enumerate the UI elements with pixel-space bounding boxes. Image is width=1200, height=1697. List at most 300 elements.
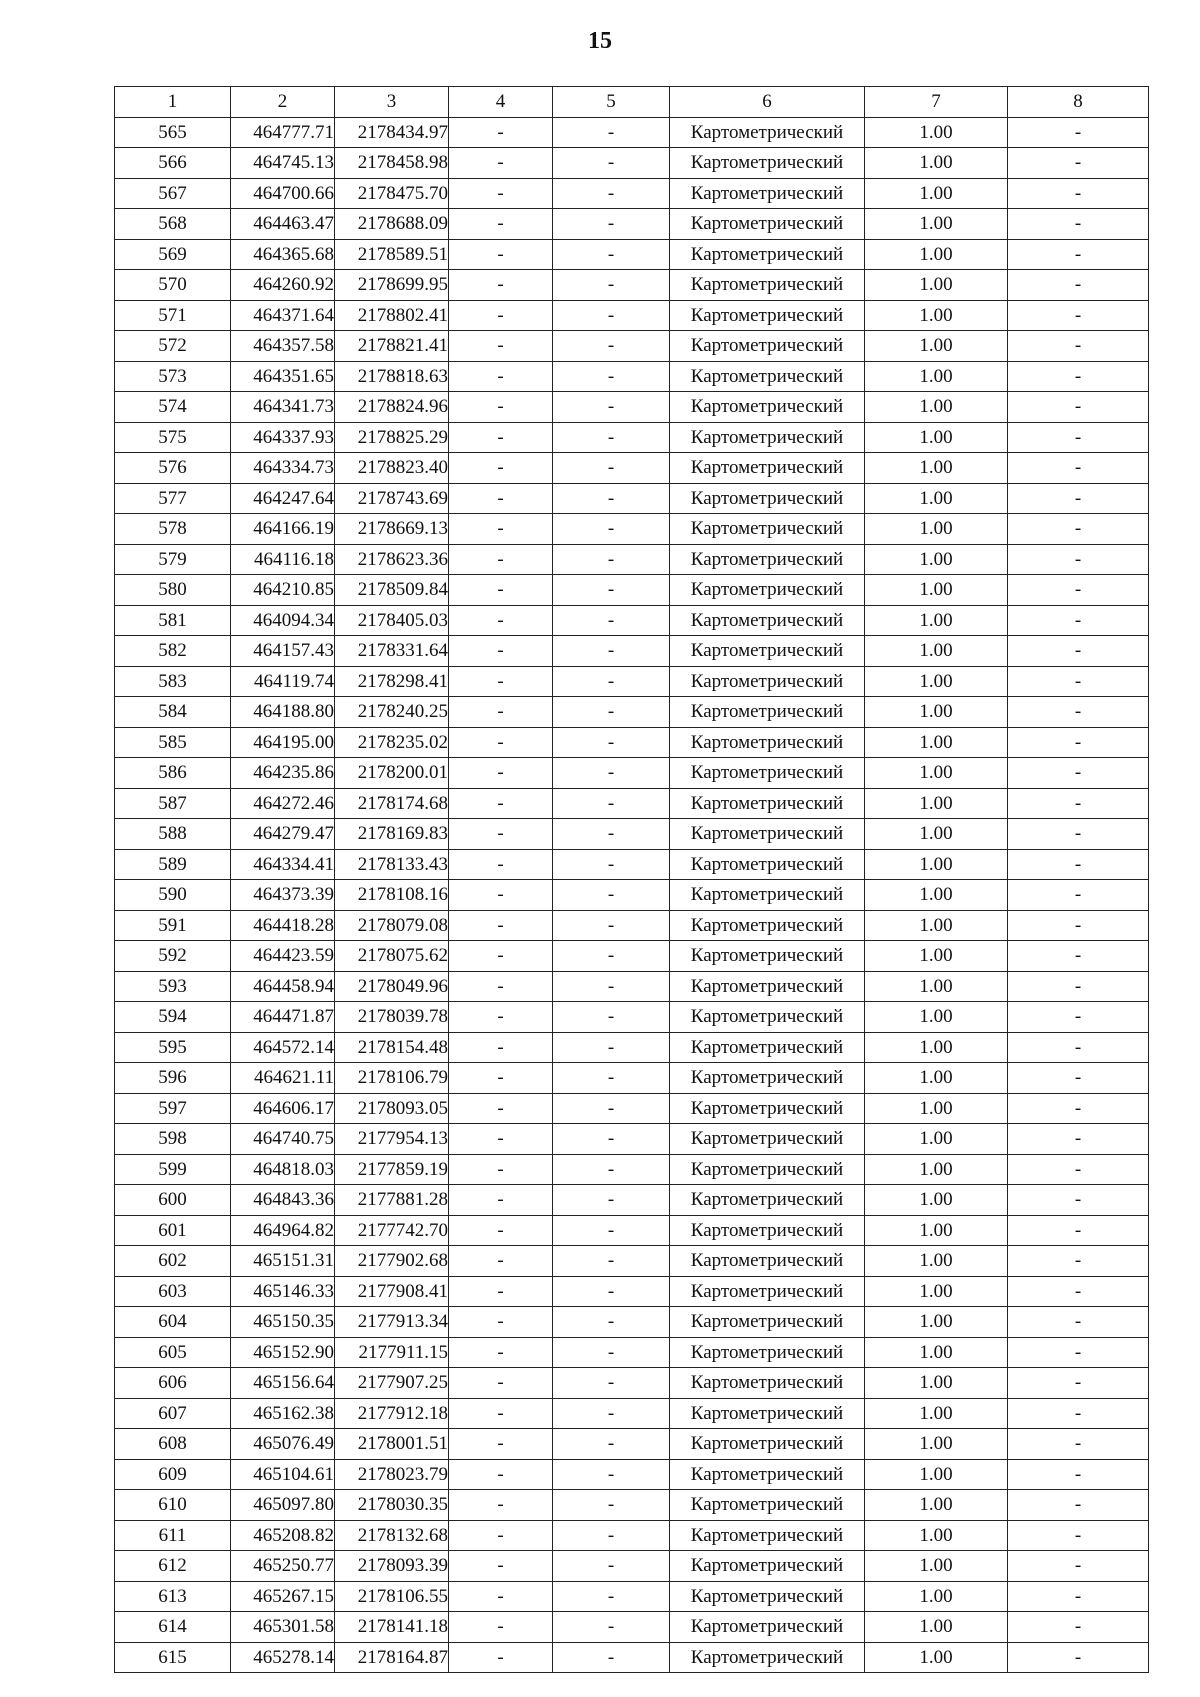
method-cell: Картометрический [670, 148, 865, 179]
col5-cell: - [553, 117, 670, 148]
point-number-cell: 583 [115, 666, 231, 697]
accuracy-cell: 1.00 [865, 727, 1008, 758]
table-row [115, 971, 1149, 1002]
col4-cell: - [449, 392, 553, 423]
y-coordinate-cell: 2177908.41 [335, 1276, 449, 1307]
col8-cell: - [1008, 178, 1149, 209]
y-coordinate-cell: 2178093.05 [335, 1093, 449, 1124]
method-cell: Картометрический [670, 300, 865, 331]
col4-cell: - [449, 697, 553, 728]
y-coordinate-cell: 2178818.63 [335, 361, 449, 392]
col5-cell: - [553, 1642, 670, 1673]
y-coordinate-cell: 2177881.28 [335, 1185, 449, 1216]
col8-cell: - [1008, 1398, 1149, 1429]
table-row [115, 1063, 1149, 1094]
col4-cell: - [449, 514, 553, 545]
x-coordinate-cell: 464463.47 [231, 209, 335, 240]
y-coordinate-cell: 2178821.41 [335, 331, 449, 362]
col4-cell: - [449, 1124, 553, 1155]
point-number-cell: 602 [115, 1246, 231, 1277]
method-cell: Картометрический [670, 1459, 865, 1490]
method-cell: Картометрический [670, 1093, 865, 1124]
y-coordinate-cell: 2178623.36 [335, 544, 449, 575]
x-coordinate-cell: 464094.34 [231, 605, 335, 636]
col8-cell: - [1008, 636, 1149, 667]
col8-cell: - [1008, 1246, 1149, 1277]
accuracy-cell: 1.00 [865, 270, 1008, 301]
col4-cell: - [449, 1520, 553, 1551]
col5-cell: - [553, 1154, 670, 1185]
y-coordinate-cell: 2178106.55 [335, 1581, 449, 1612]
col5-cell: - [553, 331, 670, 362]
x-coordinate-cell: 464471.87 [231, 1002, 335, 1033]
point-number-cell: 605 [115, 1337, 231, 1368]
method-cell: Картометрический [670, 422, 865, 453]
method-cell: Картометрический [670, 361, 865, 392]
table-row [115, 209, 1149, 240]
method-cell: Картометрический [670, 178, 865, 209]
y-coordinate-cell: 2178169.83 [335, 819, 449, 850]
col8-cell: - [1008, 1185, 1149, 1216]
col4-cell: - [449, 605, 553, 636]
x-coordinate-cell: 464572.14 [231, 1032, 335, 1063]
accuracy-cell: 1.00 [865, 514, 1008, 545]
point-number-cell: 568 [115, 209, 231, 240]
col5-cell: - [553, 1063, 670, 1094]
point-number-cell: 582 [115, 636, 231, 667]
point-number-cell: 595 [115, 1032, 231, 1063]
point-number-cell: 573 [115, 361, 231, 392]
col5-cell: - [553, 1612, 670, 1643]
col5-cell: - [553, 941, 670, 972]
accuracy-cell: 1.00 [865, 1642, 1008, 1673]
table-row [115, 331, 1149, 362]
accuracy-cell: 1.00 [865, 1337, 1008, 1368]
table-row [115, 1032, 1149, 1063]
point-number-cell: 579 [115, 544, 231, 575]
y-coordinate-cell: 2178132.68 [335, 1520, 449, 1551]
accuracy-cell: 1.00 [865, 1124, 1008, 1155]
col4-cell: - [449, 1276, 553, 1307]
accuracy-cell: 1.00 [865, 453, 1008, 484]
col8-cell: - [1008, 1642, 1149, 1673]
x-coordinate-cell: 464210.85 [231, 575, 335, 606]
coordinates-table [114, 86, 1149, 1673]
method-cell: Картометрический [670, 1032, 865, 1063]
y-coordinate-cell: 2178802.41 [335, 300, 449, 331]
col5-cell: - [553, 1429, 670, 1460]
accuracy-cell: 1.00 [865, 483, 1008, 514]
table-row [115, 422, 1149, 453]
col4-cell: - [449, 361, 553, 392]
method-cell: Картометрический [670, 1154, 865, 1185]
x-coordinate-cell: 464195.00 [231, 727, 335, 758]
y-coordinate-cell: 2178699.95 [335, 270, 449, 301]
method-cell: Картометрический [670, 514, 865, 545]
point-number-cell: 596 [115, 1063, 231, 1094]
method-cell: Картометрический [670, 1215, 865, 1246]
accuracy-cell: 1.00 [865, 1032, 1008, 1063]
table-body [115, 117, 1149, 1673]
point-number-cell: 581 [115, 605, 231, 636]
col8-cell: - [1008, 1154, 1149, 1185]
col4-cell: - [449, 727, 553, 758]
x-coordinate-cell: 464418.28 [231, 910, 335, 941]
col8-cell: - [1008, 1215, 1149, 1246]
col8-cell: - [1008, 117, 1149, 148]
x-coordinate-cell: 464166.19 [231, 514, 335, 545]
point-number-cell: 609 [115, 1459, 231, 1490]
y-coordinate-cell: 2178825.29 [335, 422, 449, 453]
method-cell: Картометрический [670, 666, 865, 697]
method-cell: Картометрический [670, 605, 865, 636]
accuracy-cell: 1.00 [865, 1063, 1008, 1094]
point-number-cell: 572 [115, 331, 231, 362]
y-coordinate-cell: 2178164.87 [335, 1642, 449, 1673]
col5-cell: - [553, 575, 670, 606]
point-number-cell: 598 [115, 1124, 231, 1155]
y-coordinate-cell: 2178298.41 [335, 666, 449, 697]
col8-cell: - [1008, 361, 1149, 392]
col8-cell: - [1008, 758, 1149, 789]
method-cell: Картометрический [670, 819, 865, 850]
y-coordinate-cell: 2178509.84 [335, 575, 449, 606]
table-row [115, 361, 1149, 392]
col5-cell: - [553, 605, 670, 636]
y-coordinate-cell: 2178001.51 [335, 1429, 449, 1460]
table-row [115, 239, 1149, 270]
col5-cell: - [553, 727, 670, 758]
y-coordinate-cell: 2178331.64 [335, 636, 449, 667]
col5-cell: - [553, 758, 670, 789]
col5-cell: - [553, 1002, 670, 1033]
method-cell: Картометрический [670, 1124, 865, 1155]
accuracy-cell: 1.00 [865, 1581, 1008, 1612]
table-row [115, 453, 1149, 484]
accuracy-cell: 1.00 [865, 117, 1008, 148]
col4-cell: - [449, 1093, 553, 1124]
col4-cell: - [449, 178, 553, 209]
x-coordinate-cell: 464188.80 [231, 697, 335, 728]
accuracy-cell: 1.00 [865, 819, 1008, 850]
x-coordinate-cell: 465278.14 [231, 1642, 335, 1673]
y-coordinate-cell: 2177902.68 [335, 1246, 449, 1277]
y-coordinate-cell: 2178039.78 [335, 1002, 449, 1033]
y-coordinate-cell: 2178688.09 [335, 209, 449, 240]
x-coordinate-cell: 464745.13 [231, 148, 335, 179]
table-row [115, 1642, 1149, 1673]
col4-cell: - [449, 575, 553, 606]
x-coordinate-cell: 464843.36 [231, 1185, 335, 1216]
y-coordinate-cell: 2178093.39 [335, 1551, 449, 1582]
col5-cell: - [553, 1398, 670, 1429]
x-coordinate-cell: 465152.90 [231, 1337, 335, 1368]
x-coordinate-cell: 464700.66 [231, 178, 335, 209]
y-coordinate-cell: 2178049.96 [335, 971, 449, 1002]
col5-cell: - [553, 483, 670, 514]
accuracy-cell: 1.00 [865, 941, 1008, 972]
col8-cell: - [1008, 209, 1149, 240]
col8-cell: - [1008, 819, 1149, 850]
col8-cell: - [1008, 727, 1149, 758]
y-coordinate-cell: 2177912.18 [335, 1398, 449, 1429]
col5-cell: - [553, 697, 670, 728]
table-row [115, 605, 1149, 636]
accuracy-cell: 1.00 [865, 880, 1008, 911]
method-cell: Картометрический [670, 1337, 865, 1368]
col5-cell: - [553, 849, 670, 880]
y-coordinate-cell: 2178174.68 [335, 788, 449, 819]
y-coordinate-cell: 2178823.40 [335, 453, 449, 484]
column-header: 2 [231, 87, 335, 118]
col5-cell: - [553, 636, 670, 667]
point-number-cell: 592 [115, 941, 231, 972]
col4-cell: - [449, 209, 553, 240]
accuracy-cell: 1.00 [865, 392, 1008, 423]
y-coordinate-cell: 2178108.16 [335, 880, 449, 911]
col5-cell: - [553, 1581, 670, 1612]
col4-cell: - [449, 758, 553, 789]
point-number-cell: 612 [115, 1551, 231, 1582]
col8-cell: - [1008, 971, 1149, 1002]
col4-cell: - [449, 1063, 553, 1094]
table-row [115, 1215, 1149, 1246]
x-coordinate-cell: 464235.86 [231, 758, 335, 789]
table-row [115, 1429, 1149, 1460]
table-row [115, 148, 1149, 179]
y-coordinate-cell: 2178235.02 [335, 727, 449, 758]
table-row [115, 1002, 1149, 1033]
col5-cell: - [553, 453, 670, 484]
point-number-cell: 577 [115, 483, 231, 514]
col5-cell: - [553, 514, 670, 545]
method-cell: Картометрический [670, 1551, 865, 1582]
y-coordinate-cell: 2178475.70 [335, 178, 449, 209]
y-coordinate-cell: 2178079.08 [335, 910, 449, 941]
col8-cell: - [1008, 1307, 1149, 1338]
method-cell: Картометрический [670, 1520, 865, 1551]
col5-cell: - [553, 1276, 670, 1307]
x-coordinate-cell: 464964.82 [231, 1215, 335, 1246]
method-cell: Картометрический [670, 727, 865, 758]
accuracy-cell: 1.00 [865, 666, 1008, 697]
method-cell: Картометрический [670, 849, 865, 880]
col8-cell: - [1008, 1429, 1149, 1460]
column-header: 1 [115, 87, 231, 118]
col5-cell: - [553, 1337, 670, 1368]
col4-cell: - [449, 819, 553, 850]
col4-cell: - [449, 331, 553, 362]
col8-cell: - [1008, 910, 1149, 941]
point-number-cell: 565 [115, 117, 231, 148]
table-row [115, 941, 1149, 972]
x-coordinate-cell: 465097.80 [231, 1490, 335, 1521]
point-number-cell: 599 [115, 1154, 231, 1185]
col4-cell: - [449, 148, 553, 179]
point-number-cell: 567 [115, 178, 231, 209]
col4-cell: - [449, 483, 553, 514]
y-coordinate-cell: 2177954.13 [335, 1124, 449, 1155]
x-coordinate-cell: 464351.65 [231, 361, 335, 392]
method-cell: Картометрический [670, 1429, 865, 1460]
accuracy-cell: 1.00 [865, 605, 1008, 636]
accuracy-cell: 1.00 [865, 422, 1008, 453]
col5-cell: - [553, 1124, 670, 1155]
method-cell: Картометрический [670, 270, 865, 301]
table-row [115, 697, 1149, 728]
table-row [115, 178, 1149, 209]
accuracy-cell: 1.00 [865, 971, 1008, 1002]
x-coordinate-cell: 464116.18 [231, 544, 335, 575]
col4-cell: - [449, 666, 553, 697]
col5-cell: - [553, 1307, 670, 1338]
col4-cell: - [449, 941, 553, 972]
col4-cell: - [449, 910, 553, 941]
table-row [115, 1246, 1149, 1277]
x-coordinate-cell: 464157.43 [231, 636, 335, 667]
col4-cell: - [449, 1429, 553, 1460]
col8-cell: - [1008, 270, 1149, 301]
column-header: 5 [553, 87, 670, 118]
y-coordinate-cell: 2178824.96 [335, 392, 449, 423]
y-coordinate-cell: 2178030.35 [335, 1490, 449, 1521]
table-row [115, 1154, 1149, 1185]
point-number-cell: 601 [115, 1215, 231, 1246]
col5-cell: - [553, 910, 670, 941]
point-number-cell: 578 [115, 514, 231, 545]
y-coordinate-cell: 2178589.51 [335, 239, 449, 270]
accuracy-cell: 1.00 [865, 1520, 1008, 1551]
col8-cell: - [1008, 1459, 1149, 1490]
point-number-cell: 569 [115, 239, 231, 270]
col4-cell: - [449, 1612, 553, 1643]
x-coordinate-cell: 465208.82 [231, 1520, 335, 1551]
col5-cell: - [553, 239, 670, 270]
x-coordinate-cell: 464334.73 [231, 453, 335, 484]
x-coordinate-cell: 464777.71 [231, 117, 335, 148]
col4-cell: - [449, 1398, 553, 1429]
col8-cell: - [1008, 1337, 1149, 1368]
table-row [115, 1093, 1149, 1124]
method-cell: Картометрический [670, 544, 865, 575]
col5-cell: - [553, 392, 670, 423]
point-number-cell: 610 [115, 1490, 231, 1521]
accuracy-cell: 1.00 [865, 331, 1008, 362]
method-cell: Картометрический [670, 1398, 865, 1429]
table-row [115, 788, 1149, 819]
table-row [115, 1551, 1149, 1582]
table-header-row [115, 87, 1149, 118]
x-coordinate-cell: 464423.59 [231, 941, 335, 972]
table-row [115, 1337, 1149, 1368]
table-row [115, 270, 1149, 301]
table-row [115, 910, 1149, 941]
col4-cell: - [449, 1154, 553, 1185]
accuracy-cell: 1.00 [865, 1307, 1008, 1338]
x-coordinate-cell: 464279.47 [231, 819, 335, 850]
table-row [115, 392, 1149, 423]
x-coordinate-cell: 464334.41 [231, 849, 335, 880]
col8-cell: - [1008, 453, 1149, 484]
point-number-cell: 593 [115, 971, 231, 1002]
col5-cell: - [553, 1490, 670, 1521]
col8-cell: - [1008, 1032, 1149, 1063]
col4-cell: - [449, 849, 553, 880]
method-cell: Картометрический [670, 453, 865, 484]
col5-cell: - [553, 544, 670, 575]
col8-cell: - [1008, 575, 1149, 606]
accuracy-cell: 1.00 [865, 178, 1008, 209]
x-coordinate-cell: 464272.46 [231, 788, 335, 819]
col5-cell: - [553, 270, 670, 301]
y-coordinate-cell: 2178669.13 [335, 514, 449, 545]
method-cell: Картометрический [670, 788, 865, 819]
x-coordinate-cell: 464365.68 [231, 239, 335, 270]
col8-cell: - [1008, 1368, 1149, 1399]
accuracy-cell: 1.00 [865, 1154, 1008, 1185]
col8-cell: - [1008, 148, 1149, 179]
method-cell: Картометрический [670, 239, 865, 270]
y-coordinate-cell: 2178075.62 [335, 941, 449, 972]
point-number-cell: 594 [115, 1002, 231, 1033]
method-cell: Картометрический [670, 1276, 865, 1307]
x-coordinate-cell: 464818.03 [231, 1154, 335, 1185]
col5-cell: - [553, 1520, 670, 1551]
point-number-cell: 606 [115, 1368, 231, 1399]
col4-cell: - [449, 971, 553, 1002]
col5-cell: - [553, 1246, 670, 1277]
x-coordinate-cell: 465104.61 [231, 1459, 335, 1490]
x-coordinate-cell: 464260.92 [231, 270, 335, 301]
table-row [115, 1124, 1149, 1155]
col4-cell: - [449, 239, 553, 270]
col8-cell: - [1008, 1520, 1149, 1551]
method-cell: Картометрический [670, 1368, 865, 1399]
method-cell: Картометрический [670, 1490, 865, 1521]
table-row [115, 1276, 1149, 1307]
table-row [115, 819, 1149, 850]
col8-cell: - [1008, 1581, 1149, 1612]
col4-cell: - [449, 1368, 553, 1399]
col8-cell: - [1008, 605, 1149, 636]
accuracy-cell: 1.00 [865, 1551, 1008, 1582]
accuracy-cell: 1.00 [865, 636, 1008, 667]
point-number-cell: 589 [115, 849, 231, 880]
method-cell: Картометрический [670, 392, 865, 423]
col8-cell: - [1008, 1612, 1149, 1643]
x-coordinate-cell: 464247.64 [231, 483, 335, 514]
col4-cell: - [449, 1642, 553, 1673]
column-header: 4 [449, 87, 553, 118]
x-coordinate-cell: 465076.49 [231, 1429, 335, 1460]
method-cell: Картометрический [670, 209, 865, 240]
y-coordinate-cell: 2178743.69 [335, 483, 449, 514]
point-number-cell: 566 [115, 148, 231, 179]
col5-cell: - [553, 1093, 670, 1124]
point-number-cell: 611 [115, 1520, 231, 1551]
table-row [115, 483, 1149, 514]
x-coordinate-cell: 464740.75 [231, 1124, 335, 1155]
method-cell: Картометрический [670, 697, 865, 728]
table-row [115, 300, 1149, 331]
col8-cell: - [1008, 422, 1149, 453]
column-header: 8 [1008, 87, 1149, 118]
point-number-cell: 584 [115, 697, 231, 728]
accuracy-cell: 1.00 [865, 1276, 1008, 1307]
table-row [115, 1368, 1149, 1399]
y-coordinate-cell: 2177907.25 [335, 1368, 449, 1399]
y-coordinate-cell: 2178133.43 [335, 849, 449, 880]
